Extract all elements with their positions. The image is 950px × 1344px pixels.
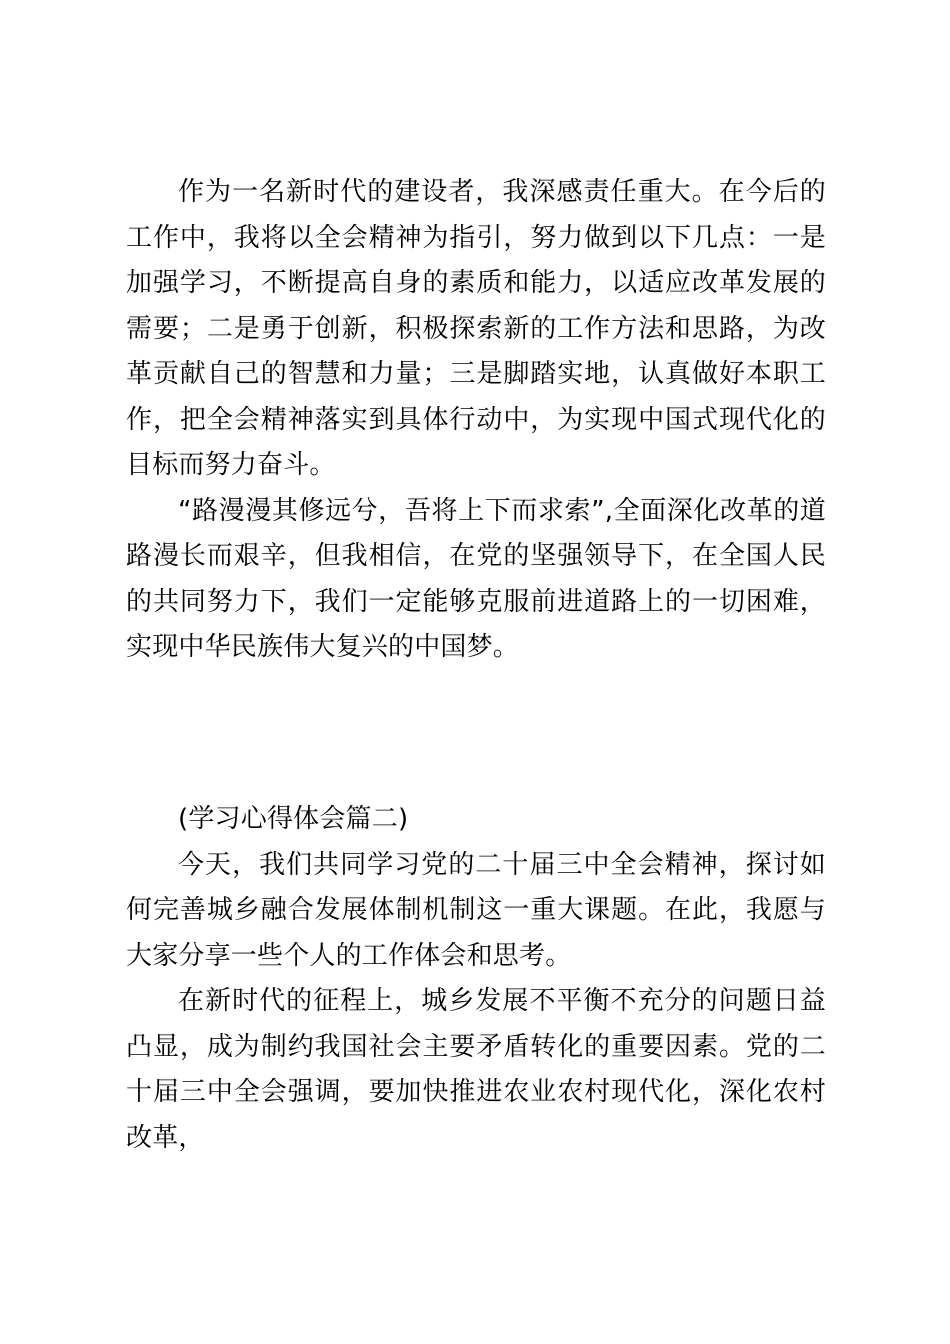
paragraph: 作为一名新时代的建设者，我深感责任重大。在今后的工作中，我将以全会精神为指引，努力做到以下几点：一是加强学习，不断提高自身的素质和能力，以适应改革发展的需要；二是勇于创新，积极探索新的工作方法和思路，为改革贡献自己的智慧和力量；三是脚踏实地，认真做好本职工作，把全会精神落实到具体行动中，为实现中国式现代化的目标而努力奋斗。 (126, 177, 826, 480)
paragraph: 今天，我们共同学习党的二十届三中全会精神，探讨如何完善城乡融合发展体制机制这一重大课题。在此，我愿与大家分享一些个人的工作体会和思考。 (126, 849, 826, 971)
section-one (126, 170, 826, 671)
paragraph: 在新时代的征程上，城乡发展不平衡不充分的问题日益凸显，成为制约我国社会主要矛盾转化的重要因素。党的二十届三中全会强调，要加快推进农业农村现代化，深化农村改革， (126, 986, 826, 1153)
section-two (126, 797, 826, 1161)
section-heading: (学习心得体会篇二) (178, 804, 409, 834)
paragraph: “路漫漫其修远兮，吾将上下而求索”,全面深化改革的道路漫长而艰辛，但我相信，在党的坚强领导下，在全国人民的共同努力下，我们一定能够克服前进道路上的一切困难，实现中华民族伟大复兴的中国梦。 (126, 495, 826, 662)
